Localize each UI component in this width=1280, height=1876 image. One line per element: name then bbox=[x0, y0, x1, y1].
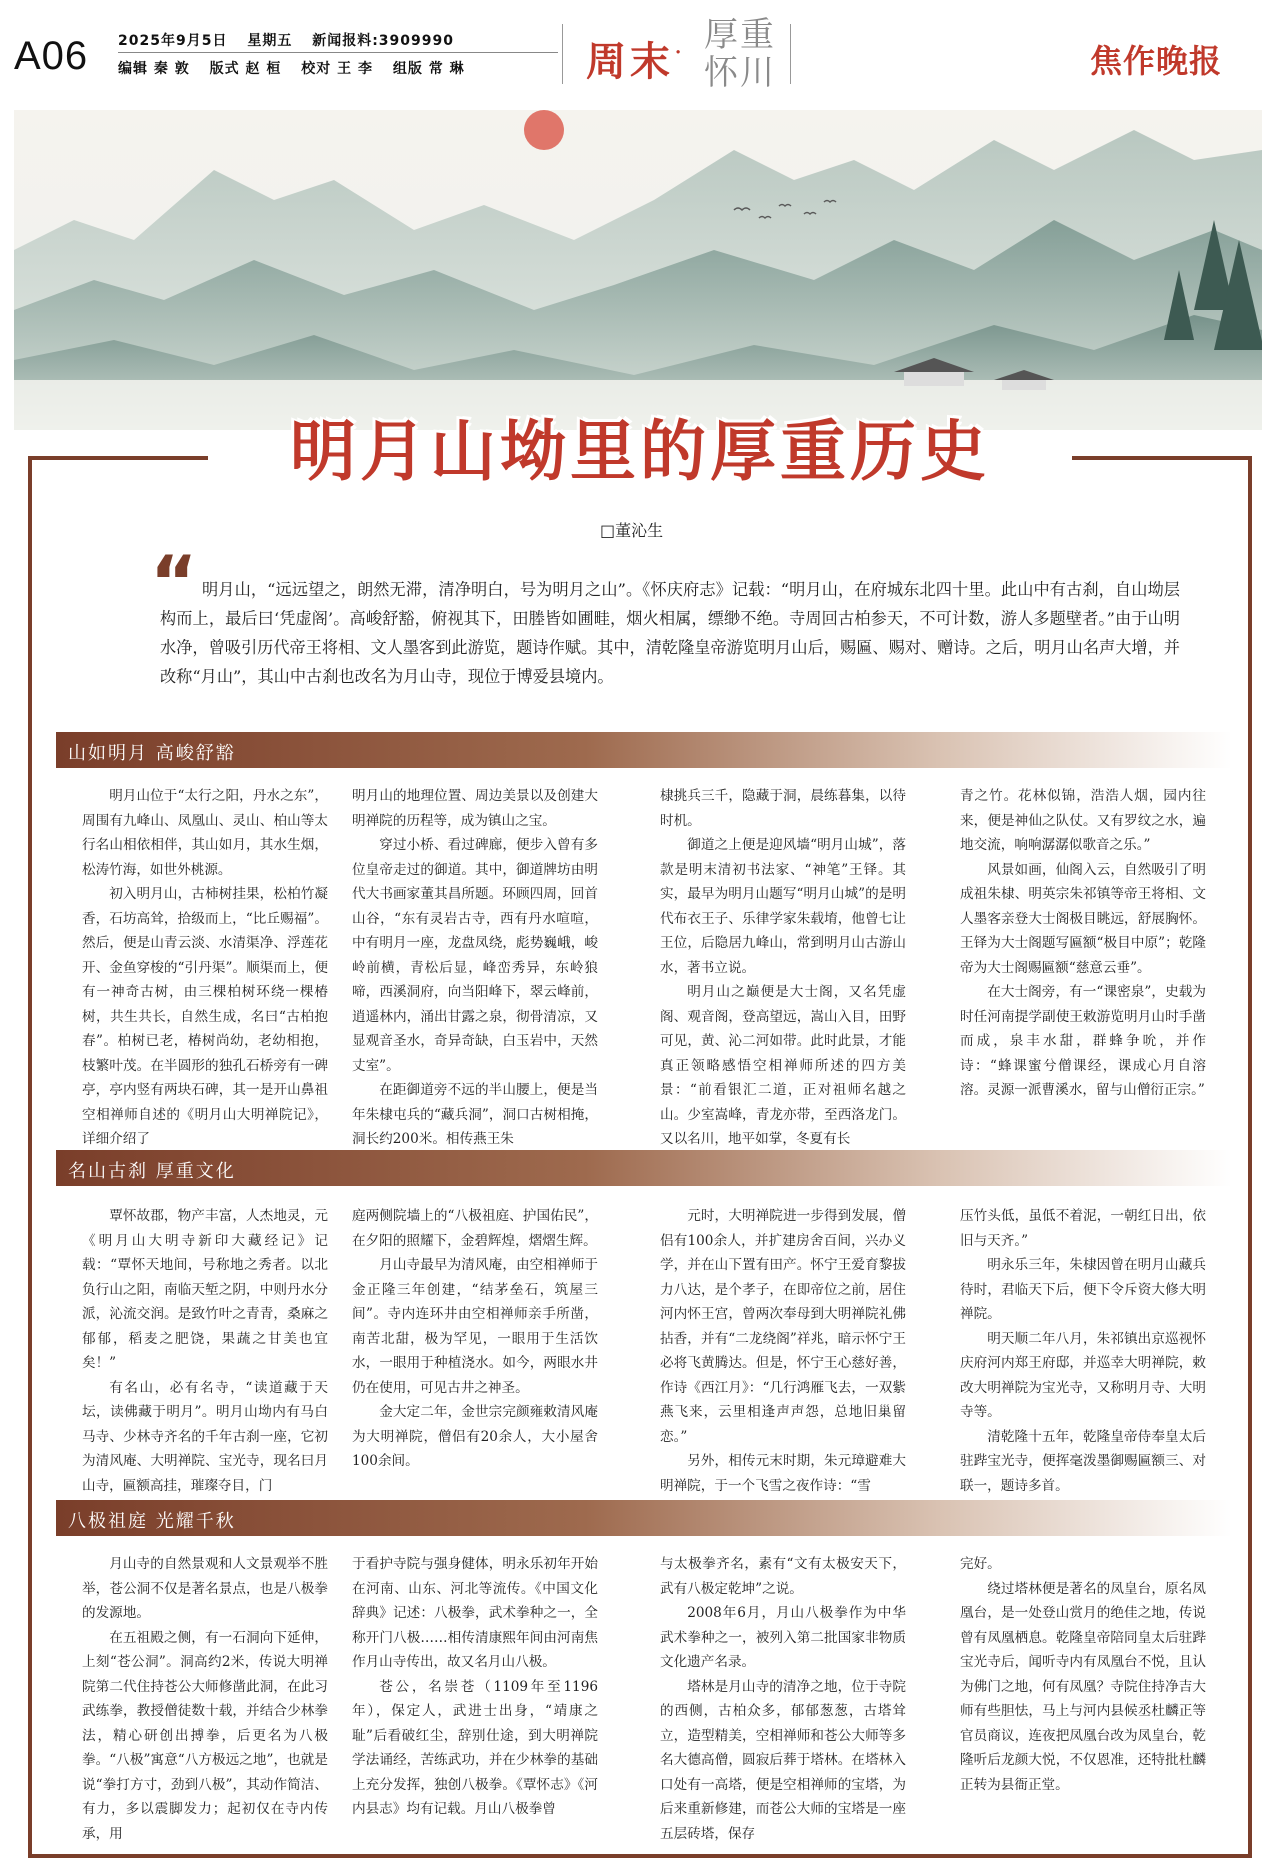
paragraph: 与太极拳齐名，素有“文有太极安天下，武有八极定乾坤”之说。 bbox=[660, 1556, 906, 1597]
paragraph: 在大士阁旁，有一“课密泉”，史载为时任河南提学副使王敕游览明月山时手凿而成，泉丰水甜，群蜂争吮，并作诗：“蜂课蜜兮僧课经，课成心月自溶溶。灵源一派曹溪水，留与山僧衍正宗。” bbox=[960, 984, 1206, 1098]
section-header-3 bbox=[56, 1500, 1232, 1536]
header-meta-line-2 bbox=[118, 58, 479, 78]
page-number: A06 bbox=[14, 34, 89, 78]
paragraph: 明月山的地理位置、周边美景以及创建大明禅院的历程等，成为镇山之宝。 bbox=[352, 788, 598, 829]
article-title: 明月山坳里的厚重历史 bbox=[290, 413, 990, 490]
paragraph: 2008年6月，月山八极拳作为中华武术拳种之一，被列入第二批国家非物质文化遗产名录。 bbox=[660, 1605, 906, 1670]
section-2-column-1 bbox=[82, 1204, 328, 1498]
paragraph: 明永乐三年，朱棣因曾在明月山藏兵待时，君临天下后，便下令斥资大修大明禅院。 bbox=[960, 1257, 1206, 1322]
section-header-1 bbox=[56, 732, 1232, 768]
column-name: 周末 bbox=[586, 39, 674, 85]
paragraph: 塔林是月山寺的清净之地，位于寺院的西侧，古柏众多，郁郁葱葱，古塔耸立，造型精美，空相禅师和苍公大师等多名大德高僧，圆寂后葬于塔林。在塔林入口处有一高塔，便是空相禅师的宝塔，为后来重新修建，而苍公大师的宝塔是一座五层砖塔，保存 bbox=[660, 1678, 906, 1842]
section-3-column-1 bbox=[82, 1552, 328, 1846]
paragraph: 庭两侧院墙上的“八极祖庭、护国佑民”，在夕阳的照耀下，金碧辉煌，熠熠生辉。 bbox=[352, 1208, 598, 1249]
paragraph: 月山寺的自然景观和人文景观举不胜举，苍公洞不仅是著名景点，也是八极拳的发源地。 bbox=[82, 1556, 328, 1621]
section-3-column-4 bbox=[960, 1552, 1206, 1797]
paragraph: 明月山之巅便是大士阁，又名凭虚阁、观音阁，登高望远，嵩山入目，田野可见，黄、沁二河如带。此时此景，才能真正领略感悟空相禅师所述的四方美景：“前看银汇二道，正对祖师名越之山。少室嵩峰，青龙亦带，至西洛龙门。又以名川，地平如掌，冬夏有长 bbox=[660, 984, 906, 1147]
paragraph: 御道之上便是迎风墙“明月山城”，落款是明末清初书法家、“神笔”王铎。其实，最早为明月山题写“明月山城”的是明代布衣王子、乐律学家朱载堉，他曾七让王位，后隐居九峰山，常到明月山古游山水，著书立说。 bbox=[660, 837, 906, 976]
section-title: 八极祖庭 光耀千秋 bbox=[68, 1511, 236, 1532]
page-header bbox=[0, 0, 1280, 100]
paragraph: 苍公，名崇苍（1109年至1196年），保定人，武进士出身，“靖康之耻”后看破红尘，辞别仕途，到大明禅院学法诵经，苦练武功，并在少林拳的基础上充分发挥，独创八极拳。《覃怀志》《河内县志》均有记载。月山八极拳曾 bbox=[352, 1678, 598, 1817]
ink-landscape-illustration bbox=[14, 110, 1262, 430]
frame-left bbox=[28, 456, 32, 1858]
section-2-column-4 bbox=[960, 1204, 1206, 1498]
paragraph: 在距御道旁不远的半山腰上，便是当年朱棣屯兵的“藏兵洞”，洞口古树相掩，洞长约200米。相传燕王朱 bbox=[352, 1082, 598, 1147]
section-1-column-2 bbox=[352, 784, 598, 1152]
landscape-banner bbox=[14, 110, 1262, 430]
proofreader-credit: 校对 王 李 bbox=[301, 61, 373, 77]
paragraph: 初入明月山，古柿树挂果，松柏竹凝香，石坊高耸，拾级而上，“比丘赐福”。然后，便是山青云淡、水清渠净、浮莲花开、金鱼穿梭的“引丹渠”。顺渠而上，便有一神奇古树，由三棵柏树环绕一棵椿树，共生共长，自然生成，名曰“古柏抱春”。柏树已老，椿树尚幼，老幼相抱，枝繁叶茂。在半圆形的独孔石桥旁有一碑亭，亭内竖有两块石碑，其一是开山鼻祖空相禅师自述的《明月山大明禅院记》，详细介绍了 bbox=[82, 886, 328, 1147]
header-divider-left bbox=[562, 24, 563, 84]
section-2-column-2 bbox=[352, 1204, 598, 1474]
sun-shape bbox=[524, 110, 564, 150]
coordinator-credit: 组版 常 琳 bbox=[392, 61, 465, 77]
column-dot: · bbox=[674, 38, 683, 68]
paragraph: 棣挑兵三千，隐藏于洞，晨练暮集，以待时机。 bbox=[660, 788, 906, 829]
paragraph: 有名山，必有名寺，“读道藏于天坛，读佛藏于明月”。明月山坳内有马白马寺、少林寺齐名的千年古刹一座，它初为清风庵、大明禅院、宝光寺，现名曰月山寺，匾额高挂，璀璨夺目，门 bbox=[82, 1379, 328, 1494]
issue-date: 2025年9月5日 bbox=[118, 33, 228, 49]
column-subtitle bbox=[704, 16, 776, 92]
news-hotline: 新闻报料:3909990 bbox=[312, 33, 454, 49]
section-title: 名山古刹 厚重文化 bbox=[68, 1161, 236, 1182]
designer-credit: 版式 赵 桓 bbox=[209, 61, 282, 77]
paragraph: 另外，相传元末时期，朱元璋避难大明禅院，于一个飞雪之夜作诗：“雪 bbox=[660, 1453, 906, 1494]
section-2-column-3 bbox=[660, 1204, 906, 1498]
paragraph: 月山寺最早为清风庵，由空相禅师于金正隆三年创建，“结茅垒石，筑屋三间”。寺内连环井由空相禅师亲手所凿，南苦北甜，极为罕见，一眼用于生活饮水，一眼用于种植浇水。如今，两眼水井仍在使用，可见古井之神圣。 bbox=[352, 1257, 598, 1396]
paragraph: 青之竹。花林似锦，浩浩人烟，园内往来，便是神仙之队仗。又有罗纹之水，遍地交流，响响潺潺似歌音之乐。” bbox=[960, 788, 1206, 853]
paragraph: 完好。 bbox=[960, 1556, 1001, 1572]
section-3-column-2 bbox=[352, 1552, 598, 1822]
article-lead: 明月山，“远远望之，朗然无滞，清净明白，号为明月之山”。《怀庆府志》记载：“明月山，在府城东北四十里。此山中有古刹，自山坳层构而上，最后曰‘凭虚阁’。高峻舒豁，俯视其下，田塍皆如圃畦，烟火相属，缥缈不绝。寺周回古柏参天，不可计数，游人多题壁者。”由于山明水净，曾吸引历代帝王将相、文人墨客到此游览，题诗作赋。其中，清乾隆皇帝游览明月山后，赐匾、赐对、赠诗。之后，明月山名声大增，并改称“月山”，其山中古刹也改名为月山寺，现位于博爱县境内。 bbox=[160, 580, 1180, 686]
section-header-2 bbox=[56, 1150, 1232, 1186]
issue-weekday: 星期五 bbox=[247, 33, 293, 49]
section-1-column-4 bbox=[960, 784, 1206, 1103]
section-1-column-3 bbox=[660, 784, 906, 1152]
section-3-column-3 bbox=[660, 1552, 906, 1846]
section-1-column-1 bbox=[82, 784, 328, 1152]
column-subtitle-line-2: 怀川 bbox=[704, 53, 776, 93]
paragraph: 压竹头低，虽低不着泥，一朝红日出，依旧与天齐。” bbox=[960, 1208, 1206, 1249]
quote-mark: “ bbox=[150, 540, 198, 624]
paragraph: 明月山位于“太行之阳，丹水之东”，周围有九峰山、凤凰山、灵山、柏山等太行名山相依相伴，其山如月，其水生烟，松涛竹海，如世外桃源。 bbox=[82, 788, 328, 878]
paragraph: 金大定二年，金世宗完颜雍敕清风庵为大明禅院，僧侣有20余人，大小屋舍100余间。 bbox=[352, 1404, 598, 1469]
header-rule bbox=[118, 52, 558, 53]
editor-credit: 编辑 秦 敦 bbox=[118, 61, 190, 77]
paragraph: 元时，大明禅院进一步得到发展，僧侣有100余人，并扩建房舍百间，兴办义学，并在山下置有田产。怀宁王爱育黎拔力八达，是个孝子，在即帝位之前，居住河内怀王宫，曾两次奉母到大明禅院礼佛拈香，并有“二龙绕阁”祥兆，暗示怀宁王必将飞黄腾达。但是，怀宁王心慈好善，作诗《西江月》：“几行鸿雁飞去，一双紫燕飞来，云里相逢声声怨，总地旧巢留恋。” bbox=[660, 1208, 906, 1445]
header-divider-right bbox=[790, 24, 791, 84]
paragraph: 穿过小桥、看过碑廊，便步入曾有多位皇帝走过的御道。其中，御道牌坊由明代大书画家董其昌所题。环顾四周，回首山谷，“东有灵岩古寺，西有丹水喧喧，中有明月一座，龙盘凤绕，彪势巍峨，峻岭前横，青松后显，峰峦秀异，东岭狼啼，西溪洞府，向当阳峰下，翠云峰前，逍遥林内，涌出甘露之泉，彻骨清凉，又显观音圣水，奇异奇缺，白玉岩中，天然丈室”。 bbox=[352, 837, 598, 1074]
section-title: 山如明月 高峻舒豁 bbox=[68, 743, 236, 764]
article-byline: □董沁生 bbox=[600, 521, 664, 540]
frame-top-left bbox=[28, 456, 208, 460]
paragraph: 风景如画，仙阁入云，自然吸引了明成祖朱棣、明英宗朱祁镇等帝王将相、文人墨客亲登大士阁极目眺远，舒展胸怀。王铎为大士阁题写匾额“极目中原”；乾隆帝为大士阁赐匾额“慈意云垂”。 bbox=[960, 861, 1206, 976]
paragraph: 覃怀故郡，物产丰富，人杰地灵，元《明月山大明寺新印大藏经记》记载：“覃怀天地间，号称地之秀者。以北负行山之阳，南临天堑之阴，中则丹水分派，沁流交润。是致竹叶之青青，桑麻之郁郁，稻麦之肥饶，果蔬之甘美也宜矣！” bbox=[82, 1208, 328, 1371]
paragraph: 在五祖殿之侧，有一石洞向下延伸，上刻“苍公洞”。洞高约2米，传说大明禅院第二代住持苍公大师修凿此洞，在此习武练拳，教授僧徒数十载，并结合少林拳法，精心研创出搏拳，后更名为八极拳。“八极”寓意“八方极远之地”，也就是说“拳打方寸，劲到八极”，其动作简洁、有力，多以震脚发力；起初仅在寺内传承，用 bbox=[82, 1629, 328, 1842]
column-subtitle-line-1: 厚重 bbox=[704, 15, 776, 55]
paragraph: 清乾隆十五年，乾隆皇帝侍奉皇太后驻跸宝光寺，便挥毫泼墨御赐匾额三、对联一，题诗多首。 bbox=[960, 1428, 1206, 1494]
header-meta-line-1 bbox=[118, 30, 468, 50]
paragraph: 明天顺二年八月，朱祁镇出京巡视怀庆府河内郑王府邸，并巡幸大明禅院，敕改大明禅院为宝光寺，又称明月寺、大明寺等。 bbox=[960, 1330, 1206, 1420]
frame-bottom bbox=[28, 1854, 1252, 1858]
frame-top-right bbox=[1072, 456, 1252, 460]
paragraph: 于看护寺院与强身健体，明永乐初年开始在河南、山东、河北等流传。《中国文化辞典》记述：八极拳，武术拳种之一，全称开门八极……相传清康熙年间由河南焦作月山寺传出，故又名月山八极。 bbox=[352, 1556, 598, 1670]
paragraph: 绕过塔林便是著名的凤皇台，原名凤凰台，是一处登山赏月的绝佳之地，传说曾有凤凰栖息。乾隆皇帝陪同皇太后驻跸宝光寺后，闻听寺内有凤凰台不悦，且认为佛门之地，何有凤凰？寺院住持净吉大师有些胆怯，马上与河内县候丞杜麟正等官员商议，连夜把凤凰台改为凤皇台，乾隆听后龙颜大悦，不仅恩准，还特批杜麟正转为县衙正堂。 bbox=[960, 1580, 1206, 1793]
frame-right bbox=[1248, 456, 1252, 1858]
newspaper-logo: 焦作晚报 bbox=[1090, 42, 1223, 80]
